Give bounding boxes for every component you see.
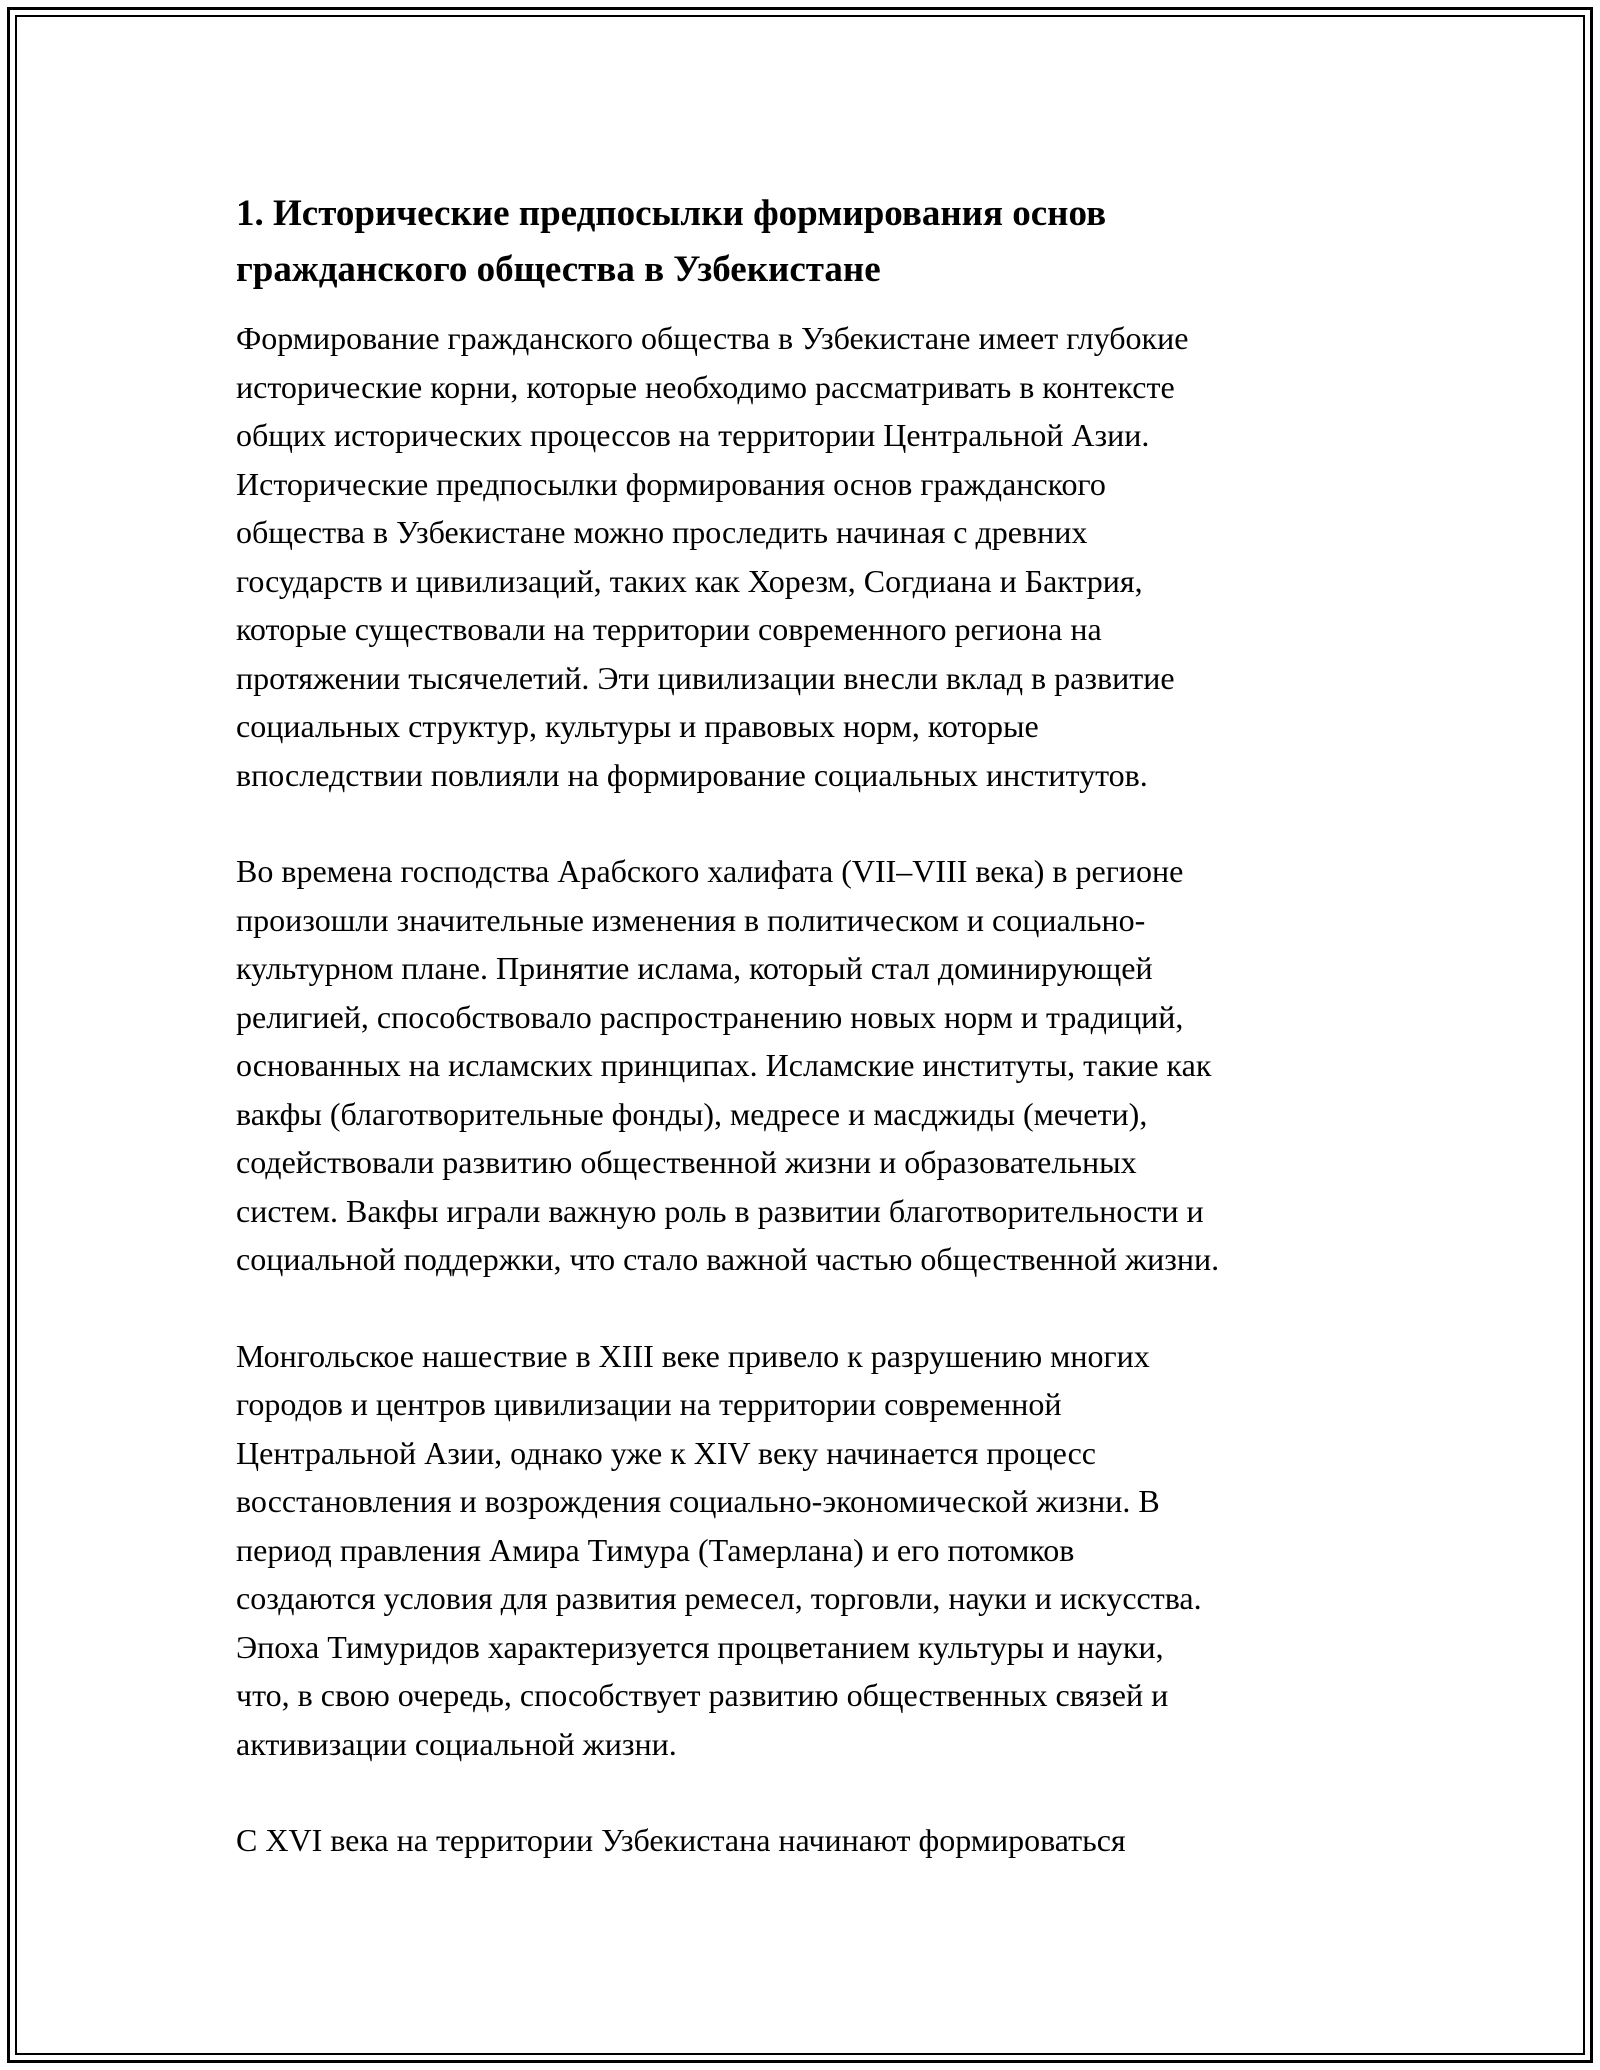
- paragraph-arab-caliphate: Во времена господства Арабского халифата (VII–VIII века) в регионе произошли значительные изменения в политическом и социально- культурном плане. Принятие ислама, который стал доминирующей религией, способствовало распространению новых норм и традиций, основанных на исламских принципах. Исламские институты, такие как вакфы (благотворительные фонды), медресе и масджиды (мечети), содействовали развитию общественной жизни и образовательных систем. Вакфы играли важную роль в развитии благотворительности и социальной поддержки, что стало важной частью общественной жизни.: [236, 853, 1220, 1277]
- paragraph-mongol-timurid: Монгольское нашествие в XIII веке привело к разрушению многих городов и центров цивилизации на территории современной Центральной Азии, однако уже к XIV веку начинается процесс восстановления и возрождения социально-экономической жизни. В период правления Амира Тимура (Тамерлана) и его потомков создаются условия для развития ремесел, торговли, науки и искусства. Эпоха Тимуридов характеризуется процветанием культуры и науки, что, в свою очередь, способствует развитию общественных связей и активизации социальной жизни.: [236, 1337, 1202, 1762]
- paragraph-sixteenth-century: С XVI века на территории Узбекистана начинают формироваться: [236, 1822, 1126, 1858]
- document-body: [236, 186, 1386, 1913]
- section-heading: 1. Исторические предпосылки формирования основ гражданского общества в Узбекистане: [236, 193, 1107, 290]
- paragraph-ancient-roots: Формирование гражданского общества в Узбекистане имеет глубокие исторические корни, которые необходимо рассматривать в контексте общих исторических процессов на территории Центральной Азии. Исторические предпосылки формирования основ гражданского общества в Узбекистане можно проследить начиная с древних государств и цивилизаций, таких как Хорезм, Согдиана и Бактрия, которые существовали на территории современного региона на протяжении тысячелетий. Эти цивилизации внесли вклад в развитие социальных структур, культуры и правовых норм, которые впоследствии повлияли на формирование социальных институтов.: [236, 320, 1189, 793]
